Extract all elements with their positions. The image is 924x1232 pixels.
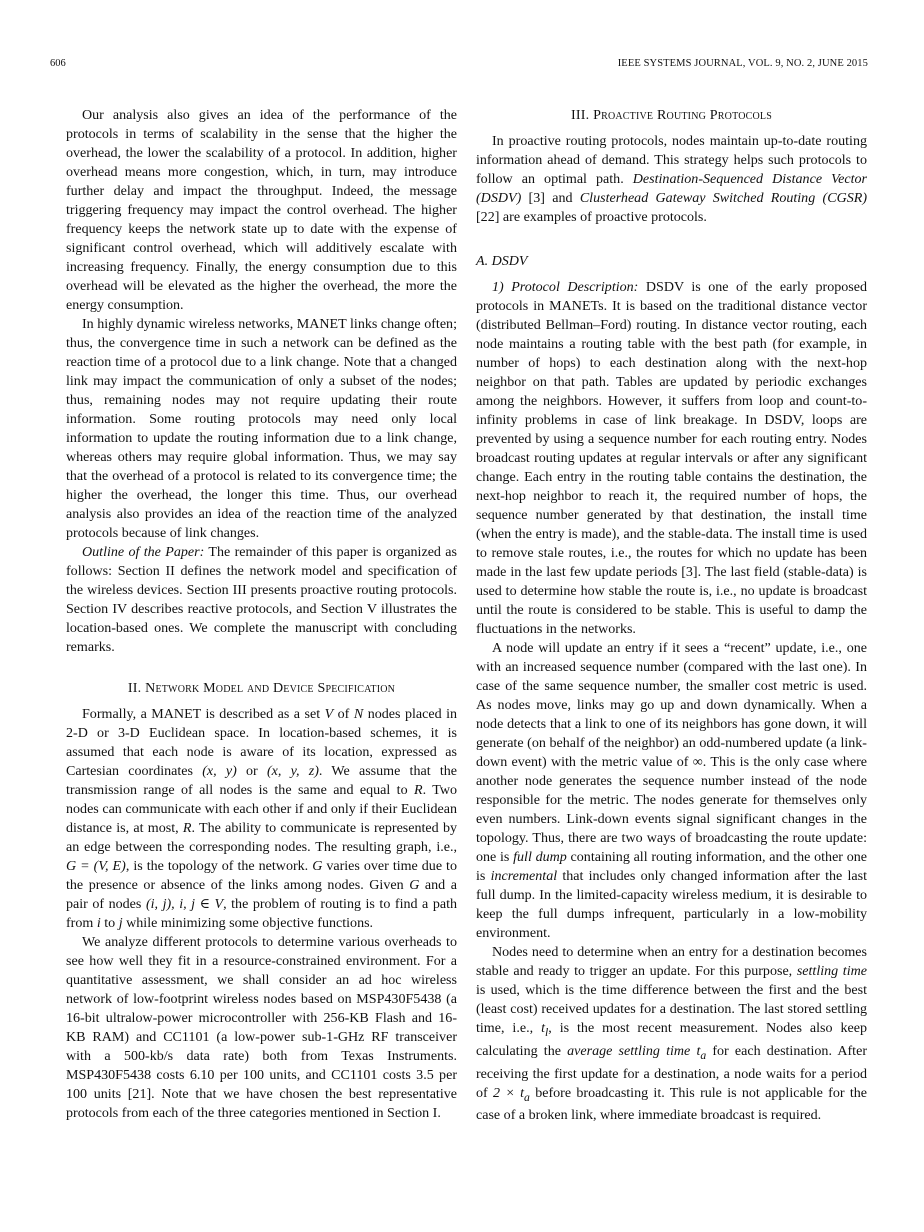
subsection-heading: A. DSDV bbox=[476, 253, 528, 269]
page-number: 606 bbox=[50, 58, 66, 69]
journal-name: IEEE SYSTEMS JOURNAL, VOL. 9, NO. 2, JUNE 2015 bbox=[617, 58, 868, 69]
paragraph: Outline of the Paper: The remainder of this paper is organized as follows: Section II defines the network model and specification of the wireless devices. Section III presents proactive routing protocols. Section IV describes reactive protocols, and Section V illustrates the location-based ones. We complete the manuscript with concluding remarks. bbox=[66, 544, 457, 655]
paragraph: We analyze different protocols to determine various overheads to see how well they fit in a resource-constrained environment. For a quantitative assessment, we shall consider an ad hoc wireless network of low-footprint wireless nodes based on MSP430F5438 (a 16-bit ultralow-power microcontroller with 256-KB Flash and 16-KB RAM) and CC1101 (a low-power sub-1-GHz RF transceiver with a 500-kb/s data rate) both from Texas Instruments. MSP430F5438 costs 6.10 per 100 units, and CC1101 costs 3.5 per 100 units [21]. Note that we have chosen the best representative protocols from each of the three categories mentioned in Section I. bbox=[66, 934, 457, 1121]
section-heading: II. Network Model and Device Specification bbox=[127, 680, 396, 696]
paragraph: 1) Protocol Description: DSDV is one of the early proposed protocols in MANETs. It is based on the traditional distance vector (distributed Bellman–Ford) routing. In distance vector routing, each node maintains a routing table with the best path (for example, in number of hops) to each destination along with the next-hop neighbor on that path. Tables are updated by periodic exchanges among the neighbors. However, it suffers from loop and count-to-infinity problems in case of link breakage. In DSDV, loops are prevented by using a sequence number for each routing entry. Nodes broadcast routing updates at regular intervals or after any significant change. Each entry in the routing table contains the destination, the next-hop neighbor to reach it, the required number of hops, the sequence number generated by that destination, the install time (when the entry is made), and the stable-data. The install time is used to remove stale routes, i.e., the routes for which no update has been made in the last few update periods [3]. The last field (stable-data) is used to determine how stable the route is, i.e., no update is broadcast until the route is considered to be stable. This is useful to damp the fluctuations in the networks. bbox=[476, 279, 867, 637]
section-heading: III. Proactive Routing Protocols bbox=[571, 107, 772, 123]
paragraph: Formally, a MANET is described as a set V of N nodes placed in 2-D or 3-D Euclidean space. In location-based schemes, it is assumed that each node is aware of its location, expressed as Cartesian coordinates (x, y) or (x, y, z). We assume that the transmission range of all nodes is the same and equal to R. Two nodes can communicate with each other if and only if their Euclidean distance is, at most, R. The ability to communicate is represented by an edge between the corresponding nodes. The resulting graph, i.e., G = (V, E), is the topology of the network. G varies over time due to the presence or absence of the links among nodes. Given G and a pair of nodes (i, j), i, j ∈ V, the problem of routing is to find a path from i to j while minimizing some objective functions. bbox=[66, 706, 458, 931]
left-column bbox=[66, 106, 457, 1123]
paragraph: In highly dynamic wireless networks, MANET links change often; thus, the convergence time in such a network can be defined as the reaction time of a protocol due to a link change. Note that a changed link may impact the communication of only a subset of the nodes; thus, remaining nodes may not require updating their route information. Some routing protocols may need only local information to update the routing information due to a link change, whereas others may require global information. Thus, we may say that the overhead of a protocol is related to its convergence time; the higher the overhead, the longer this time. Thus, our overhead analysis also provides an idea of the reaction time of the analyzed protocols because of link changes. bbox=[66, 316, 457, 541]
run-in-heading: 1) Protocol Description: bbox=[492, 279, 639, 295]
run-in-heading: Outline of the Paper: bbox=[82, 544, 205, 560]
paragraph: In proactive routing protocols, nodes maintain up-to-date routing information ahead of demand. This strategy helps such protocols to follow an optimal path. Destination-Sequenced Distance Vector (DSDV) [3] and Clusterhead Gateway Switched Routing (CGSR) [22] are examples of proactive protocols. bbox=[476, 133, 867, 225]
paragraph: A node will update an entry if it sees a “recent” update, i.e., one with an increased sequence number (compared with the last one). In case of the same sequence number, the smaller cost metric is used. As nodes move, links may go up and down dynamically. When a node detects that a link to one of its neighbors has gone down, it will generate (on behalf of the neighbor) an odd-numbered update (a link-down event) with the metric value of ∞. This is the only case where another node generates the sequence number instead of the node responsible for the metric. The nodes generate for themselves only even numbers. Link-down events signal significant changes in the topology. Thus, there are two ways of broadcasting the route update: one is full dump containing all routing information, and the other one is incremental that includes only changed information after the last full dump. In the limited-capacity wireless medium, it is desirable to keep the full dumps infrequent, particularly in a low-mobility environment. bbox=[476, 640, 867, 941]
paragraph: Nodes need to determine when an entry for a destination becomes stable and ready to trigger an update. For this purpose, settling time is used, which is the time difference between the first and the best (least cost) received updates for a destination. The last stored settling time, i.e., $t_l$, is the most recent measurement. Nodes also keep calculating the average settling time $t_a$ for each destination. After receiving the first update for a destination, a node waits for a period of $2 \times t_a$ before broadcasting it. This rule is not applicable for the case of a broken link, where immediate broadcast is required. bbox=[476, 944, 868, 1124]
paragraph: Our analysis also gives an idea of the performance of the protocols in terms of scalability in the sense that the higher the overhead, the lower the scalability of a protocol. In addition, higher overhead means more congestion, which, in turn, may introduce further delay and impact the throughput. Indeed, the message triggering frequency may impact the control overhead. The higher frequency keeps the network state up to date with the expense of significant control overhead, which will additively escalate with increasing frequency. Finally, the energy consumption due to this overhead will be elevated as the higher the overhead, the more the energy consumption. bbox=[66, 107, 457, 313]
right-column bbox=[476, 106, 867, 1125]
